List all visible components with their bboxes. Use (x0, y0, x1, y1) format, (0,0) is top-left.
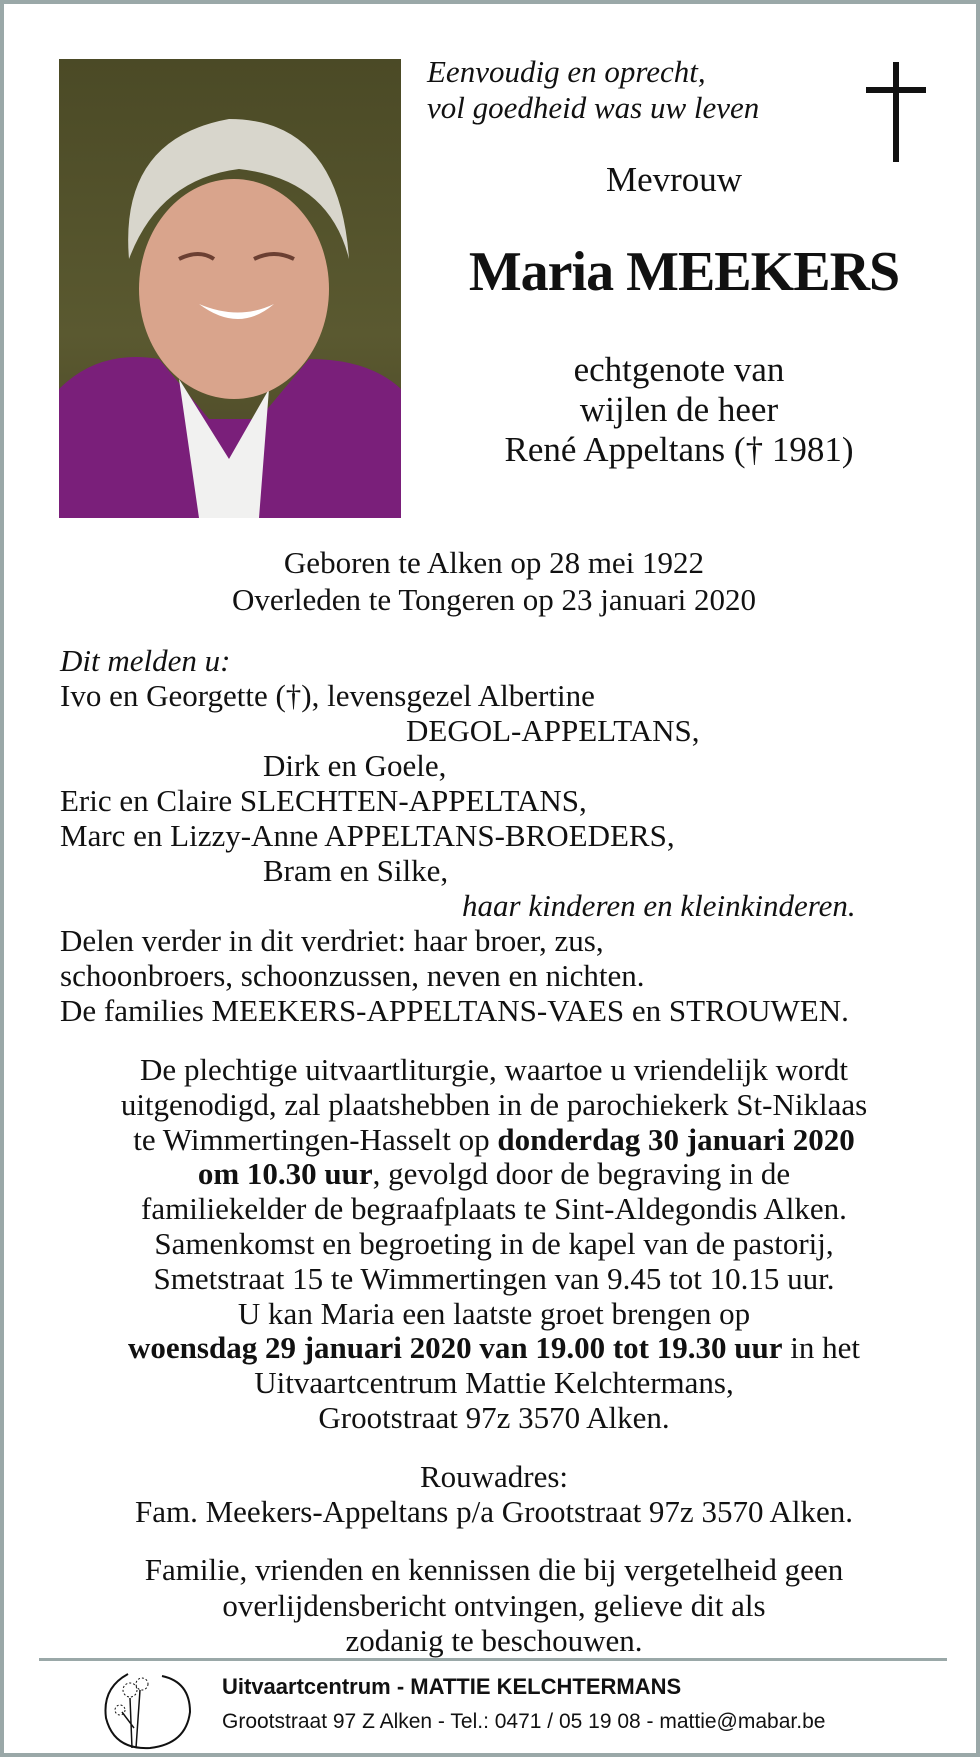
family-line: Dirk en Goele, (263, 748, 447, 783)
closing-line: zodanig te beschouwen. (345, 1623, 643, 1658)
birth-line: Geboren te Alken op 28 mei 1922 (283, 545, 705, 580)
mourning-address-value: Fam. Meekers-Appeltans p/a Grootstraat 97z 3570 Alken. (135, 1494, 853, 1529)
quote-line: Eenvoudig en oprecht, (427, 54, 706, 89)
funeral-home-name: Uitvaartcentrum - MATTIE KELCHTERMANS (222, 1674, 682, 1699)
service-line: familiekelder de begraafplaats te Sint-Aldegondis Alken. (141, 1191, 847, 1227)
family-line: Marc en Lizzy-Anne APPELTANS-BROEDERS, (60, 818, 675, 853)
spouse-info (444, 350, 914, 470)
service-text: te Wimmertingen-Hasselt op (133, 1121, 498, 1157)
funeral-time: om 10.30 uur (197, 1156, 373, 1192)
family-line: DEGOL-APPELTANS, (406, 713, 700, 748)
service-line: Smetstraat 15 te Wimmertingen van 9.45 tot 10.15 uur. (153, 1260, 835, 1296)
closing-note (34, 1552, 954, 1659)
service-line (34, 1331, 954, 1366)
family-line: De families MEEKERS-APPELTANS-VAES en STROUWEN. (60, 993, 849, 1028)
title: Mevrouw (605, 160, 743, 199)
service-text: , gevolgd door de begraving in de (372, 1156, 791, 1192)
quote-line: vol goedheid was uw leven (427, 90, 760, 125)
closing-line: overlijdensbericht ontvingen, gelieve dit als (222, 1587, 766, 1623)
family-line: Bram en Silke, (263, 853, 449, 888)
spouse-line: echtgenote van (573, 350, 785, 389)
service-line: De plechtige uitvaartliturgie, waartoe u vriendelijk wordt (140, 1052, 848, 1087)
service-text: in het (782, 1330, 860, 1366)
spouse-line: René Appeltans († 1981) (504, 430, 854, 469)
family-line: Ivo en Georgette (†), levensgezel Albertine (60, 678, 595, 713)
service-line: Grootstraat 97z 3570 Alken. (318, 1399, 670, 1435)
spouse-line: wijlen de heer (579, 390, 779, 429)
cross-icon (866, 62, 926, 162)
visitation-time: woensdag 29 januari 2020 van 19.00 tot 19.30 uur (128, 1330, 783, 1366)
mourning-address-label: Rouwadres: (419, 1459, 569, 1494)
life-dates (44, 544, 944, 618)
family-relation: haar kinderen en kleinkinderen. (462, 888, 856, 923)
closing-line: Familie, vrienden en kennissen die bij vergetelheid geen (144, 1552, 844, 1587)
service-line (34, 1157, 954, 1192)
family-line: Eric en Claire SLECHTEN-APPELTANS, (60, 783, 587, 818)
service-line: Samenkomst en begroeting in de kapel van de pastorij, (154, 1225, 834, 1261)
death-line: Overleden te Tongeren op 23 januari 2020 (231, 582, 757, 617)
funeral-date: donderdag 30 januari 2020 (497, 1121, 855, 1157)
family-line: schoonbroers, schoonzussen, neven en nichten. (60, 958, 645, 993)
service-line (34, 1123, 954, 1158)
mourning-address (34, 1459, 954, 1529)
funeral-home-contact: Grootstraat 97 Z Alken - Tel.: 0471 / 05 19 08 - mattie@mabar.be (222, 1710, 826, 1733)
deceased-name: Maria MEEKERS (468, 241, 900, 303)
family-intro: Dit melden u: (60, 643, 231, 678)
service-line: uitgenodigd, zal plaatshebben in de parochiekerk St-Niklaas (120, 1086, 868, 1122)
portrait-photo (59, 59, 401, 518)
footer-divider (39, 1658, 947, 1661)
family-list (60, 643, 856, 1028)
family-line: Delen verder in dit verdriet: haar broer, zus, (60, 923, 604, 958)
service-line: U kan Maria een laatste groet brengen op (237, 1295, 751, 1331)
service-line: Uitvaartcentrum Mattie Kelchtermans, (254, 1365, 734, 1401)
service-details (34, 1053, 954, 1436)
funeral-home-logo-icon (100, 1668, 200, 1752)
memorial-quote (427, 54, 759, 126)
